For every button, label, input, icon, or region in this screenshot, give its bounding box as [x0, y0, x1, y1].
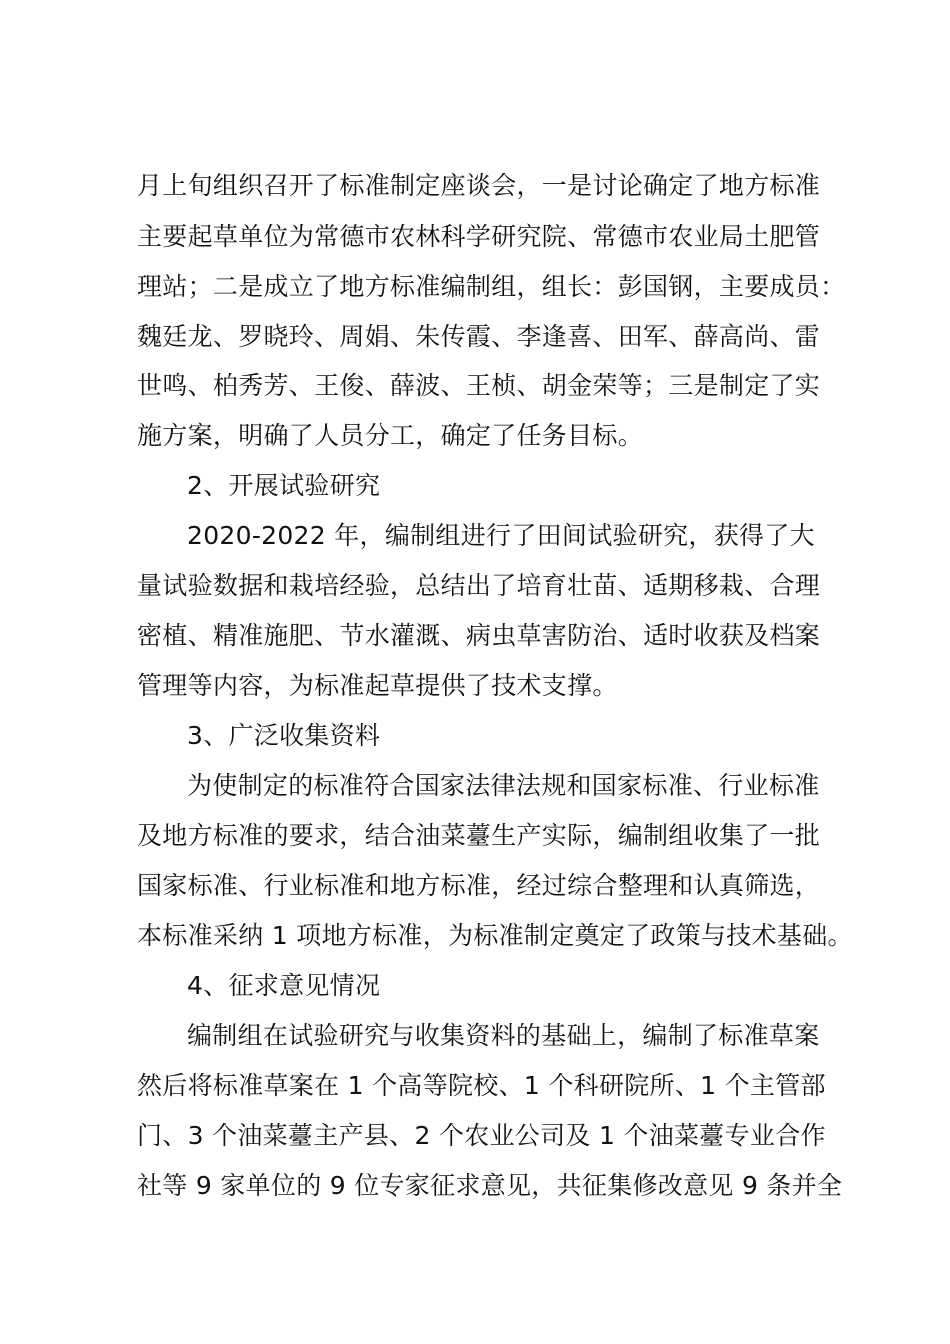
- text-line: 密植、精准施肥、节水灌溉、病虫草害防治、适时收获及档案: [137, 621, 821, 650]
- text-line: 及地方标准的要求，结合油菜薹生产实际，编制组收集了一批: [137, 821, 821, 850]
- section-heading-4: 4、征求意见情况: [187, 971, 381, 1000]
- text-line: 管理等内容，为标准起草提供了技术支撑。: [137, 671, 618, 700]
- text-line: 量试验数据和栽培经验，总结出了培育壮苗、适期移栽、合理: [137, 571, 821, 600]
- text-line: 施方案，明确了人员分工，确定了任务目标。: [137, 421, 644, 450]
- text-line: 社等 9 家单位的 9 位专家征求意见，共征集修改意见 9 条并全: [137, 1171, 843, 1200]
- section-heading-3: 3、广泛收集资料: [187, 721, 381, 750]
- text-line: 理站；二是成立了地方标准编制组，组长：彭国钢，主要成员：: [137, 272, 846, 301]
- text-line: 2020-2022 年，编制组进行了田间试验研究，获得了大: [187, 521, 815, 550]
- text-line: 本标准采纳 1 项地方标准，为标准制定奠定了政策与技术基础。: [137, 921, 853, 950]
- text-line: 为使制定的标准符合国家法律法规和国家标准、行业标准: [187, 771, 820, 800]
- text-line: 主要起草单位为常德市农林科学研究院、常德市农业局土肥管: [137, 222, 821, 251]
- text-line: 魏廷龙、罗晓玲、周娟、朱传霞、李逢喜、田军、薛高尚、雷: [137, 322, 821, 351]
- text-line: 编制组在试验研究与收集资料的基础上，编制了标准草案: [187, 1021, 820, 1050]
- text-line: 然后将标准草案在 1 个高等院校、1 个科研院所、1 个主管部: [137, 1071, 826, 1100]
- text-line: 门、3 个油菜薹主产县、2 个农业公司及 1 个油菜薹专业合作: [137, 1121, 826, 1150]
- section-heading-2: 2、开展试验研究: [187, 471, 381, 500]
- text-line: 世鸣、柏秀芳、王俊、薛波、王桢、胡金荣等；三是制定了实: [137, 371, 821, 400]
- text-line: 国家标准、行业标准和地方标准，经过综合整理和认真筛选，: [137, 871, 821, 900]
- text-line: 月上旬组织召开了标准制定座谈会，一是讨论确定了地方标准: [137, 171, 821, 200]
